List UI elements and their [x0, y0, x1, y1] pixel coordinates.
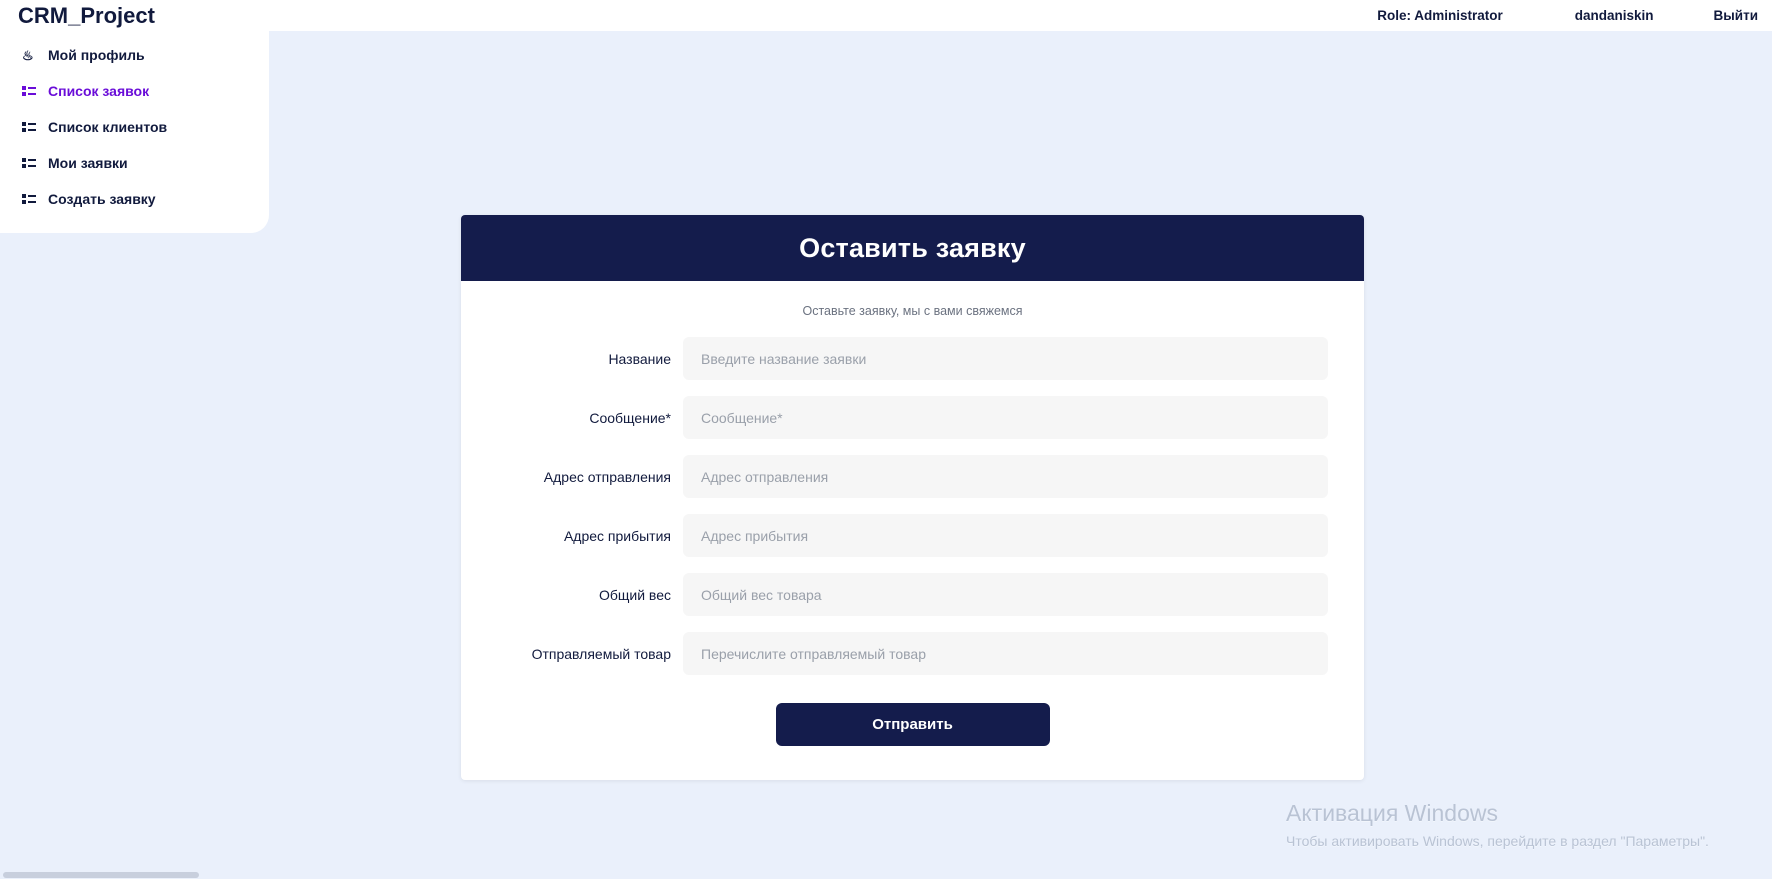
topbar-right-group	[1341, 0, 1772, 31]
submit-row	[461, 703, 1364, 746]
windows-activation-watermark	[1286, 800, 1709, 851]
page-title: Оставить заявку	[799, 232, 1026, 263]
form-row-departure-address	[461, 455, 1364, 498]
list-icon	[22, 86, 40, 97]
app-brand[interactable]: CRM_Project	[18, 2, 155, 28]
sidebar-item-my-requests[interactable]	[0, 145, 269, 181]
scrollbar-thumb[interactable]	[3, 872, 199, 878]
card-body	[461, 281, 1364, 780]
card-subtitle: Оставьте заявку, мы с вами свяжемся	[802, 304, 1023, 318]
top-bar	[0, 0, 1772, 31]
watermark-subtitle: Чтобы активировать Windows, перейдите в раздел "Параметры".	[1286, 833, 1709, 849]
username-label[interactable]: dandaniskin	[1574, 8, 1654, 23]
sidebar-item-label: Мой профиль	[48, 47, 145, 63]
label-title: Название	[608, 350, 671, 367]
sidebar-item-create-request[interactable]	[0, 181, 269, 217]
list-icon	[22, 194, 40, 205]
message-input[interactable]	[683, 396, 1328, 439]
user-role-label: Role: Administrator	[1377, 8, 1503, 23]
arrival-address-input[interactable]	[683, 514, 1328, 557]
label-goods: Отправляемый товар	[531, 645, 671, 662]
form-row-total-weight	[461, 573, 1364, 616]
total-weight-input[interactable]	[683, 573, 1328, 616]
sidebar-item-label: Создать заявку	[48, 191, 156, 207]
sidebar	[0, 31, 269, 233]
label-total-weight: Общий вес	[598, 586, 671, 603]
goods-input[interactable]	[683, 632, 1328, 675]
label-departure-address: Адрес отправления	[543, 468, 671, 485]
sidebar-item-label: Список клиентов	[48, 119, 168, 135]
form-row-goods	[461, 632, 1364, 675]
watermark-title: Активация Windows	[1286, 800, 1498, 826]
form-row-message	[461, 396, 1364, 439]
sidebar-item-label: Мои заявки	[48, 155, 128, 171]
sidebar-item-clients-list[interactable]	[0, 109, 269, 145]
list-icon	[22, 122, 40, 133]
sidebar-item-requests-list[interactable]	[0, 73, 269, 109]
logout-button[interactable]: Выйти	[1713, 8, 1758, 23]
sidebar-item-profile[interactable]	[0, 37, 269, 73]
list-icon	[22, 158, 40, 169]
horizontal-scrollbar[interactable]	[0, 869, 1772, 879]
card-header	[461, 215, 1364, 281]
submit-button[interactable]: Отправить	[776, 703, 1050, 746]
title-input[interactable]	[683, 337, 1328, 380]
label-message: Сообщение*	[589, 409, 671, 426]
sidebar-item-label: Список заявок	[48, 83, 150, 99]
form-row-title	[461, 337, 1364, 380]
request-form-card	[461, 215, 1364, 780]
departure-address-input[interactable]	[683, 455, 1328, 498]
label-arrival-address: Адрес прибытия	[563, 527, 671, 544]
home-icon: ♨	[22, 47, 34, 63]
form-row-arrival-address	[461, 514, 1364, 557]
